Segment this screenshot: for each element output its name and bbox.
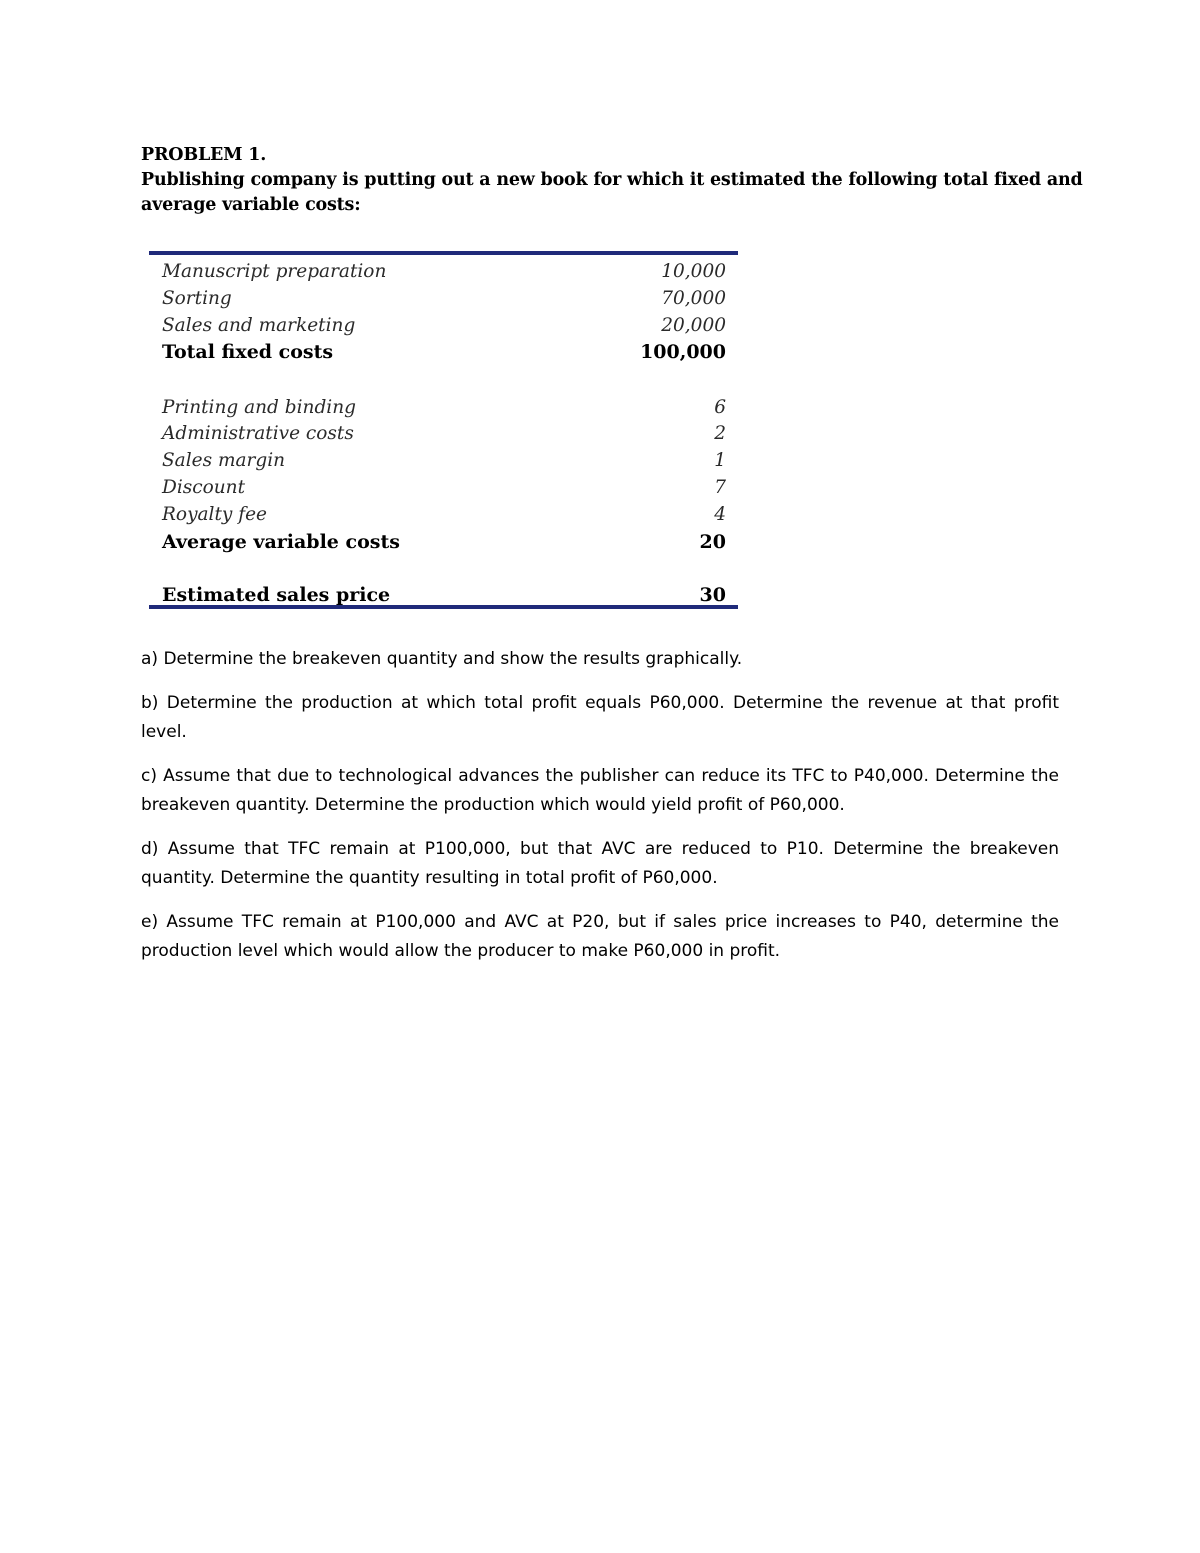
row-label: Administrative costs — [162, 423, 354, 444]
question-a: a) Determine the breakeven quantity and show the results graphically. — [141, 649, 743, 669]
row-value: 6 — [714, 397, 726, 418]
row-value: 100,000 — [640, 341, 726, 363]
row-label: Sales margin — [162, 450, 286, 471]
table-row — [149, 285, 738, 312]
table-row — [149, 474, 738, 501]
row-label: Royalty fee — [162, 504, 267, 525]
total-fixed-costs-row — [149, 339, 738, 366]
problem-intro-line-2: average variable costs: — [141, 195, 361, 215]
questions-list — [141, 645, 1059, 981]
row-value: 1 — [714, 450, 726, 471]
table-row — [149, 447, 738, 474]
row-value: 20,000 — [661, 315, 726, 336]
row-value: 7 — [714, 477, 726, 498]
estimated-sales-price-row — [149, 582, 738, 609]
row-value: 70,000 — [661, 288, 726, 309]
row-value: 20 — [699, 531, 726, 553]
cost-table — [149, 251, 738, 609]
question-d: d) Assume that TFC remain at P100,000, but that AVC are reduced to P10. Determine the breakeven quantity. Determine the quantity resulting in total profit of P60,000. — [141, 839, 1059, 888]
question-b: b) Determine the production at which total profit equals P60,000. Determine the revenue at that profit level. — [141, 693, 1059, 742]
table-row — [149, 501, 738, 528]
row-value: 2 — [714, 423, 726, 444]
row-label: Sorting — [162, 288, 232, 309]
row-label: Total fixed costs — [162, 341, 334, 363]
row-label: Estimated sales price — [162, 584, 391, 606]
question-c: c) Assume that due to technological advances the publisher can reduce its TFC to P40,000. Determine the breakeven quantity. Determine the production which would yield profit of P60,000. — [141, 766, 1059, 815]
row-label: Manuscript preparation — [162, 261, 387, 282]
row-label: Average variable costs — [162, 531, 400, 553]
row-value: 30 — [699, 584, 726, 606]
table-row — [149, 312, 738, 339]
table-row — [149, 420, 738, 447]
row-label: Sales and marketing — [162, 315, 356, 336]
row-value: 4 — [714, 504, 726, 525]
problem-heading — [141, 143, 1083, 218]
problem-intro-line-1: Publishing company is putting out a new book for which it estimated the following total fixed and — [141, 170, 1083, 190]
row-value: 10,000 — [661, 261, 726, 282]
row-label: Printing and binding — [162, 397, 356, 418]
problem-title: PROBLEM 1. — [141, 145, 267, 165]
table-row — [149, 258, 738, 285]
row-label: Discount — [162, 477, 246, 498]
question-e: e) Assume TFC remain at P100,000 and AVC at P20, but if sales price increases to P40, determine the production level which would allow the producer to make P60,000 in profit. — [141, 912, 1059, 961]
average-variable-costs-row — [149, 529, 738, 556]
table-row — [149, 394, 738, 421]
